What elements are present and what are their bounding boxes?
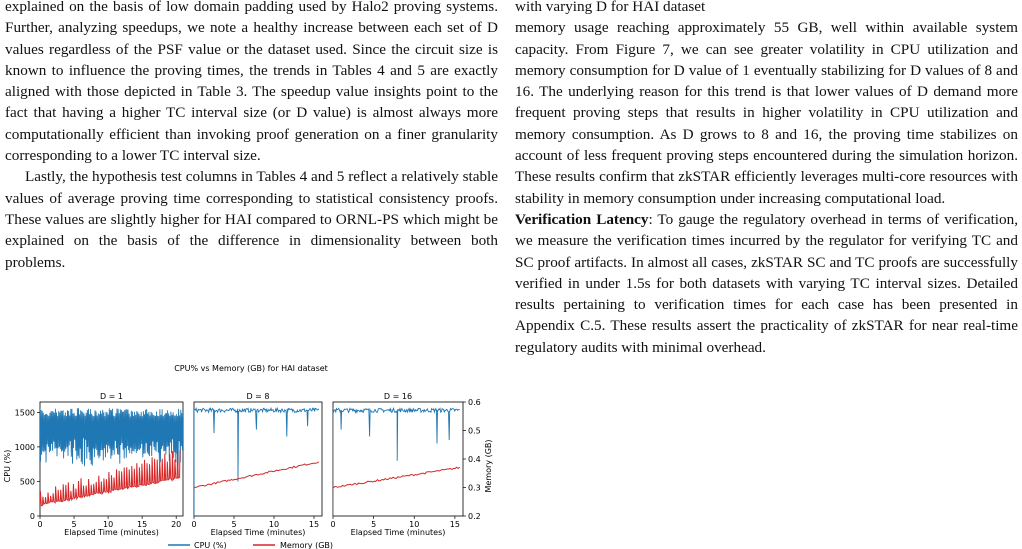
x-tick-label: 5 xyxy=(371,520,377,529)
verification-body: : To gauge the regulatory overhead in terms of verification, we measure the verification times incurred by the regulator for verifying TC and SC proof artifacts. In almost all cases, zkSTAR SC and TC proofs are successfully verified in under 1.5s for both datasets with varying TC interval sizes. Detailed results pertaining to verification times for each case has been presented in Appendix C.5. These results assert the practicality of zkSTAR for near real-time regulatory audits with minimal overhead. xyxy=(515,210,1018,356)
panel-title: D = 16 xyxy=(383,392,413,401)
x-tick-label: 5 xyxy=(71,520,77,529)
panel-title: D = 8 xyxy=(246,392,270,401)
y-axis-label-cpu: CPU (%) xyxy=(3,449,12,483)
y2-tick-label: 0.3 xyxy=(468,483,481,493)
x-tick-label: 0 xyxy=(330,520,336,529)
y-tick-label: 1500 xyxy=(14,408,35,418)
y-axis-label-memory: Memory (GB) xyxy=(484,439,493,493)
y2-tick-label: 0.2 xyxy=(468,512,481,521)
figure-caption-tail: with varying D for HAI dataset xyxy=(515,0,706,15)
left-column xyxy=(5,0,498,273)
x-axis-label: Elapsed Time (minutes) xyxy=(210,528,306,537)
paragraph-verification xyxy=(515,209,1018,358)
x-axis-label: Elapsed Time (minutes) xyxy=(350,528,446,537)
legend-label-cpu: CPU (%) xyxy=(194,541,227,549)
panel-title: D = 1 xyxy=(99,392,124,401)
x-tick-label: 20 xyxy=(171,520,182,529)
cpu-memory-figure xyxy=(0,362,500,549)
legend xyxy=(168,541,333,549)
y-tick-label: 500 xyxy=(19,477,35,487)
verification-heading: Verification Latency xyxy=(515,210,649,228)
x-axis-label: Elapsed Time (minutes) xyxy=(64,528,159,537)
y-tick-label: 0 xyxy=(29,512,35,521)
x-tick-label: 10 xyxy=(409,520,420,529)
x-tick-label: 0 xyxy=(37,520,43,529)
panel-d8 xyxy=(191,392,322,537)
paragraph-hypothesis: Lastly, the hypothesis test columns in Tables 4 and 5 reflect a relatively stable values of average proving time corresponding to statistical consistency proofs. These values are slightly higher for HAI compared to ORNL-PS which might be explained on the basis of the difference in dimensionality between both problems. xyxy=(5,168,498,271)
y2-tick-label: 0.5 xyxy=(468,426,481,436)
panel-d16 xyxy=(330,392,480,537)
legend-label-memory: Memory (GB) xyxy=(280,541,334,549)
y2-tick-label: 0.4 xyxy=(468,455,481,464)
x-tick-label: 15 xyxy=(449,520,460,529)
y-tick-label: 1000 xyxy=(14,442,35,452)
x-tick-label: 15 xyxy=(308,520,320,529)
paragraph-memory: memory usage reaching approximately 55 GB, well within available system capacity. From Figure 7, we can see greater volatility in CPU utilization and memory consumption for D value of 1 eventually stabilizing for D values of 8 and 16. The underlying reason for this trend is that lower values of D demand more frequent proving steps that results in higher volatility in CPU utilization and memory consumption. As D grows to 8 and 16, the proving time stabilizes on account of less frequent proving steps encountered during the simulation horizon. These results confirm that zkSTAR efficiently leverages multi-core resources with stability in memory consumption under increasing computational load. xyxy=(515,19,1018,207)
figure-title: CPU% vs Memory (GB) for HAI dataset xyxy=(174,364,328,373)
y2-tick-label: 0.6 xyxy=(468,398,481,407)
x-tick-label: 5 xyxy=(231,520,237,529)
right-column xyxy=(515,0,1018,358)
x-tick-label: 10 xyxy=(103,520,114,529)
paragraph-speedup: explained on the basis of low domain padding used by Halo2 proving systems. Further, analyzing speedups, we note a healthy increase between each set of D values regardless of the PSF value or the dataset used. Since the circuit size is known to influence the proving times, the trends in Tables 4 and 5 are exactly aligned with those depicted in Table 3. The speedup value insights point to the fact that having a higher TC interval size (or D value) is almost always more computationally efficient than invoking proof generation on a finer granularity corresponding to a lower TC interval size. xyxy=(5,0,498,165)
x-tick-label: 15 xyxy=(137,520,148,529)
x-tick-label: 10 xyxy=(268,520,280,529)
x-tick-label: 0 xyxy=(191,520,197,529)
panel-d1 xyxy=(15,392,183,537)
